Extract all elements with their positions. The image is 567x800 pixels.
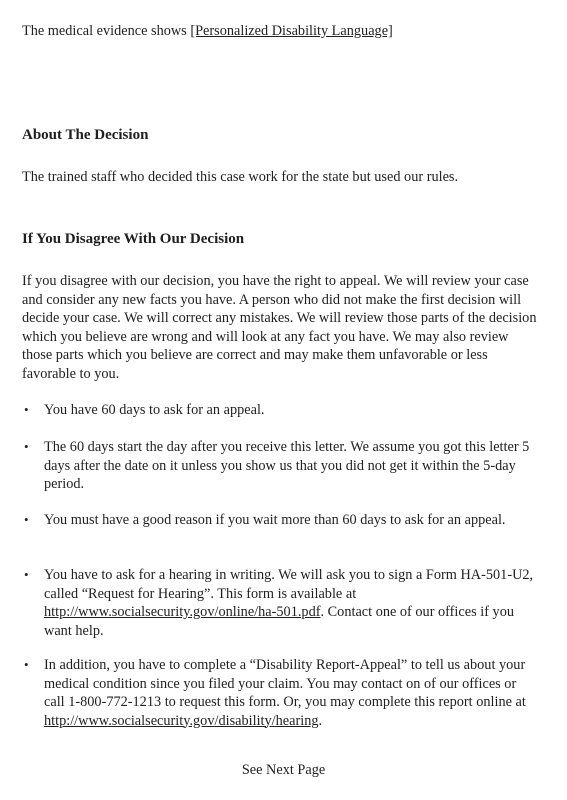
bullet-text: You must have a good reason if you wait more than 60 days to ask for an appeal. — [44, 512, 506, 528]
list-item — [24, 401, 534, 420]
bullet-icon: • — [24, 402, 29, 417]
intro-text: The medical evidence shows — [22, 23, 191, 39]
intro-paragraph — [22, 22, 537, 41]
bullet-icon: • — [24, 439, 29, 454]
about-heading: About The Decision — [22, 127, 149, 143]
bullet-icon: • — [24, 657, 29, 672]
disagree-body: If you disagree with our decision, you have the right to appeal. We will review your case and consider any new facts you have. A person who did not make the first decision will decide your case. We will correct any mistakes. We will review those parts of the decision which you believe are wrong and will look at any fact you have. We may also review those parts which you believe are correct and may make them unfavorable or less favorable to you. — [22, 273, 537, 382]
bullet-icon: • — [24, 567, 29, 582]
bullet-text-end: . — [318, 712, 323, 729]
list-item — [24, 566, 534, 640]
disagree-heading: If You Disagree With Our Decision — [22, 231, 245, 247]
disability-hearing-link[interactable]: http://www.socialsecurity.gov/disability/hearing — [44, 712, 319, 729]
bullet-text-start: In addition, you have to complete a “Disability Report-Appeal” to tell us about your medical condition since you filed your claim. You may contact on of our offices or call 1-800-772-1213 to request this form. Or, you may complete this report online at — [44, 657, 526, 710]
about-body: The trained staff who decided this case work for the state but used our rules. — [22, 169, 459, 185]
list-item — [24, 656, 534, 730]
see-next-page-footer: See Next Page — [241, 762, 326, 778]
bullet-icon: • — [24, 512, 29, 527]
list-item — [24, 511, 534, 530]
list-item — [24, 438, 534, 494]
ha-501-form-link[interactable]: http://www.socialsecurity.gov/online/ha-501.pdf — [44, 604, 321, 620]
bullet-text-start: You have to ask for a hearing in writing. We will ask you to sign a Form HA-501-U2, called “Request for Hearing”. This form is available at — [44, 567, 534, 602]
bullet-text-end: . Contact one of our offices if you want help. — [44, 604, 514, 639]
personalized-language-placeholder: [Personalized Disability Language] — [190, 23, 393, 39]
bullet-text: You have 60 days to ask for an appeal. — [44, 402, 265, 418]
bullet-text: The 60 days start the day after you receive this letter. We assume you got this letter 5 days after the date on it unless you show us that you did not get it within the 5-day period. — [44, 439, 530, 492]
